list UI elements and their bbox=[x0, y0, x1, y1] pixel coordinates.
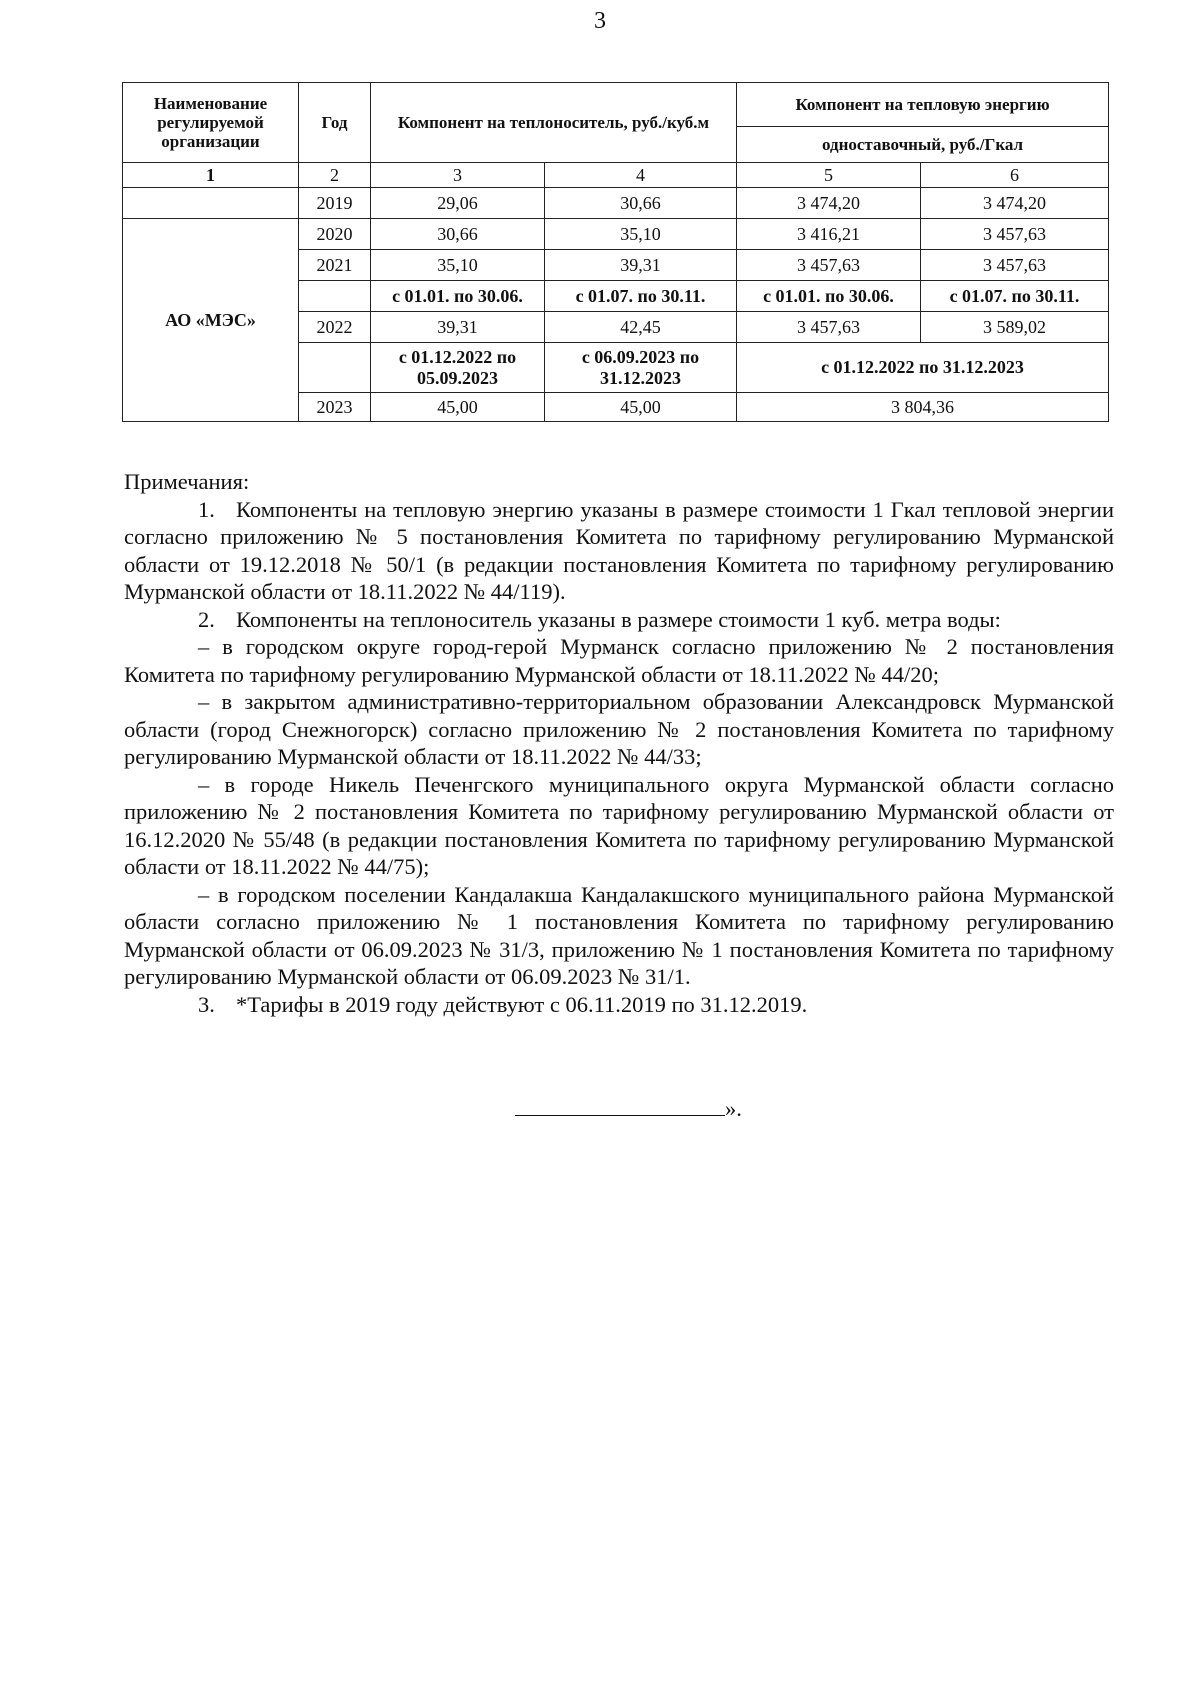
tariff-table bbox=[122, 82, 1109, 422]
value-cell: 29,06 bbox=[371, 188, 545, 219]
col-number: 2 bbox=[299, 163, 371, 188]
value-cell: 3 804,36 bbox=[737, 393, 1109, 422]
org-cell-empty bbox=[123, 188, 299, 219]
table-row-col-numbers bbox=[123, 163, 1109, 188]
col-number: 4 bbox=[545, 163, 737, 188]
year-cell: 2019 bbox=[299, 188, 371, 219]
value-cell: 3 474,20 bbox=[737, 188, 921, 219]
value-cell: 35,10 bbox=[545, 219, 737, 250]
value-cell: 45,00 bbox=[371, 393, 545, 422]
value-cell: 3 589,02 bbox=[921, 312, 1109, 343]
year-cell: 2023 bbox=[299, 393, 371, 422]
note-number: 2. bbox=[198, 606, 215, 632]
period-cell: с 01.07. по 30.11. bbox=[921, 281, 1109, 312]
value-cell: 42,45 bbox=[545, 312, 737, 343]
period-cell: с 06.09.2023 по 31.12.2023 bbox=[545, 343, 737, 393]
org-name: АО «МЭС» bbox=[123, 219, 299, 422]
value-cell: 3 457,63 bbox=[921, 219, 1109, 250]
period-cell: с 01.01. по 30.06. bbox=[371, 281, 545, 312]
header-coolant: Компонент на теплоноситель, руб./куб.м bbox=[371, 83, 737, 163]
value-cell: 39,31 bbox=[545, 250, 737, 281]
note-number: 1. bbox=[198, 496, 215, 522]
note-3 bbox=[124, 991, 1114, 1019]
period-cell: с 01.12.2022 по 31.12.2023 bbox=[737, 343, 1109, 393]
period-cell: с 01.12.2022 по 05.09.2023 bbox=[371, 343, 545, 393]
col-number: 5 bbox=[737, 163, 921, 188]
value-cell: 45,00 bbox=[545, 393, 737, 422]
header-org: Наименование регулируемой организации bbox=[123, 83, 299, 163]
closing-mark bbox=[515, 1096, 742, 1122]
col-number: 6 bbox=[921, 163, 1109, 188]
note-text: Компоненты на тепловую энергию указаны в размере стоимости 1 Гкал тепловой энергии согласно приложению № 5 постановления Комитета по тарифному регулированию Мурманской области от 19.12.2018 № 50/1 (в редакции постановления Комитета по тарифному регулированию Мурманской области от 18.11.2022 № 44/119). bbox=[124, 496, 1114, 604]
note-1 bbox=[124, 496, 1114, 606]
note-bullet-nikel: – в городе Никель Печенгского муниципального округа Мурманской области согласно приложению № 2 постановления Комитета по тарифному регулированию Мурманской области от 16.12.2020 № 55/48 (в редакции постановления Комитета по тарифному регулированию Мурманской области от 18.11.2022 № 44/75); bbox=[124, 771, 1114, 879]
note-text: *Тарифы в 2019 году действуют с 06.11.2019 по 31.12.2019. bbox=[236, 991, 808, 1017]
header-heat: Компонент на тепловую энергию bbox=[737, 83, 1109, 127]
value-cell: 3 457,63 bbox=[737, 312, 921, 343]
page-number: 3 bbox=[594, 8, 606, 34]
table-row-2020 bbox=[123, 219, 1109, 250]
note-number: 3. bbox=[198, 991, 215, 1017]
value-cell: 3 416,21 bbox=[737, 219, 921, 250]
signature-line bbox=[515, 1097, 725, 1116]
year-cell: 2020 bbox=[299, 219, 371, 250]
note-bullet-alexandrovsk: – в закрытом административно-территориальном образовании Александровск Мурманской области (город Снежногорск) согласно приложению № 2 постановления Комитета по тарифному регулированию Мурманской области от 18.11.2022 № 44/33; bbox=[124, 689, 1114, 769]
header-heat-sub: одноставочный, руб./Гкал bbox=[737, 127, 1109, 163]
note-bullet-murmansk: – в городском округе город-герой Мурманск согласно приложению № 2 постановления Комитета по тарифному регулированию Мурманской области от 18.11.2022 № 44/20; bbox=[124, 634, 1114, 687]
period-cell: с 01.01. по 30.06. bbox=[737, 281, 921, 312]
year-cell: 2022 bbox=[299, 312, 371, 343]
value-cell: 3 474,20 bbox=[921, 188, 1109, 219]
value-cell: 30,66 bbox=[545, 188, 737, 219]
header-year: Год bbox=[299, 83, 371, 163]
year-cell-empty bbox=[299, 343, 371, 393]
notes-title: Примечания: bbox=[124, 469, 250, 494]
note-bullet-kandalaksha: – в городском поселении Кандалакша Кандалакшского муниципального района Мурманской области согласно приложению № 1 постановления Комитета по тарифному регулированию Мурманской области от 06.09.2023 № 31/3, приложению № 1 постановления Комитета по тарифному регулированию Мурманской области от 06.09.2023 № 31/1. bbox=[124, 881, 1114, 989]
note-text: Компоненты на теплоноситель указаны в размере стоимости 1 куб. метра воды: bbox=[236, 606, 1001, 632]
col-number: 1 bbox=[123, 163, 299, 188]
closing-quote: ». bbox=[725, 1096, 742, 1121]
value-cell: 39,31 bbox=[371, 312, 545, 343]
value-cell: 3 457,63 bbox=[737, 250, 921, 281]
value-cell: 35,10 bbox=[371, 250, 545, 281]
year-cell: 2021 bbox=[299, 250, 371, 281]
note-2 bbox=[124, 606, 1114, 634]
notes-section bbox=[124, 468, 1114, 1018]
table-row-2019 bbox=[123, 188, 1109, 219]
col-number: 3 bbox=[371, 163, 545, 188]
value-cell: 30,66 bbox=[371, 219, 545, 250]
period-cell: с 01.07. по 30.11. bbox=[545, 281, 737, 312]
year-cell-empty bbox=[299, 281, 371, 312]
value-cell: 3 457,63 bbox=[921, 250, 1109, 281]
